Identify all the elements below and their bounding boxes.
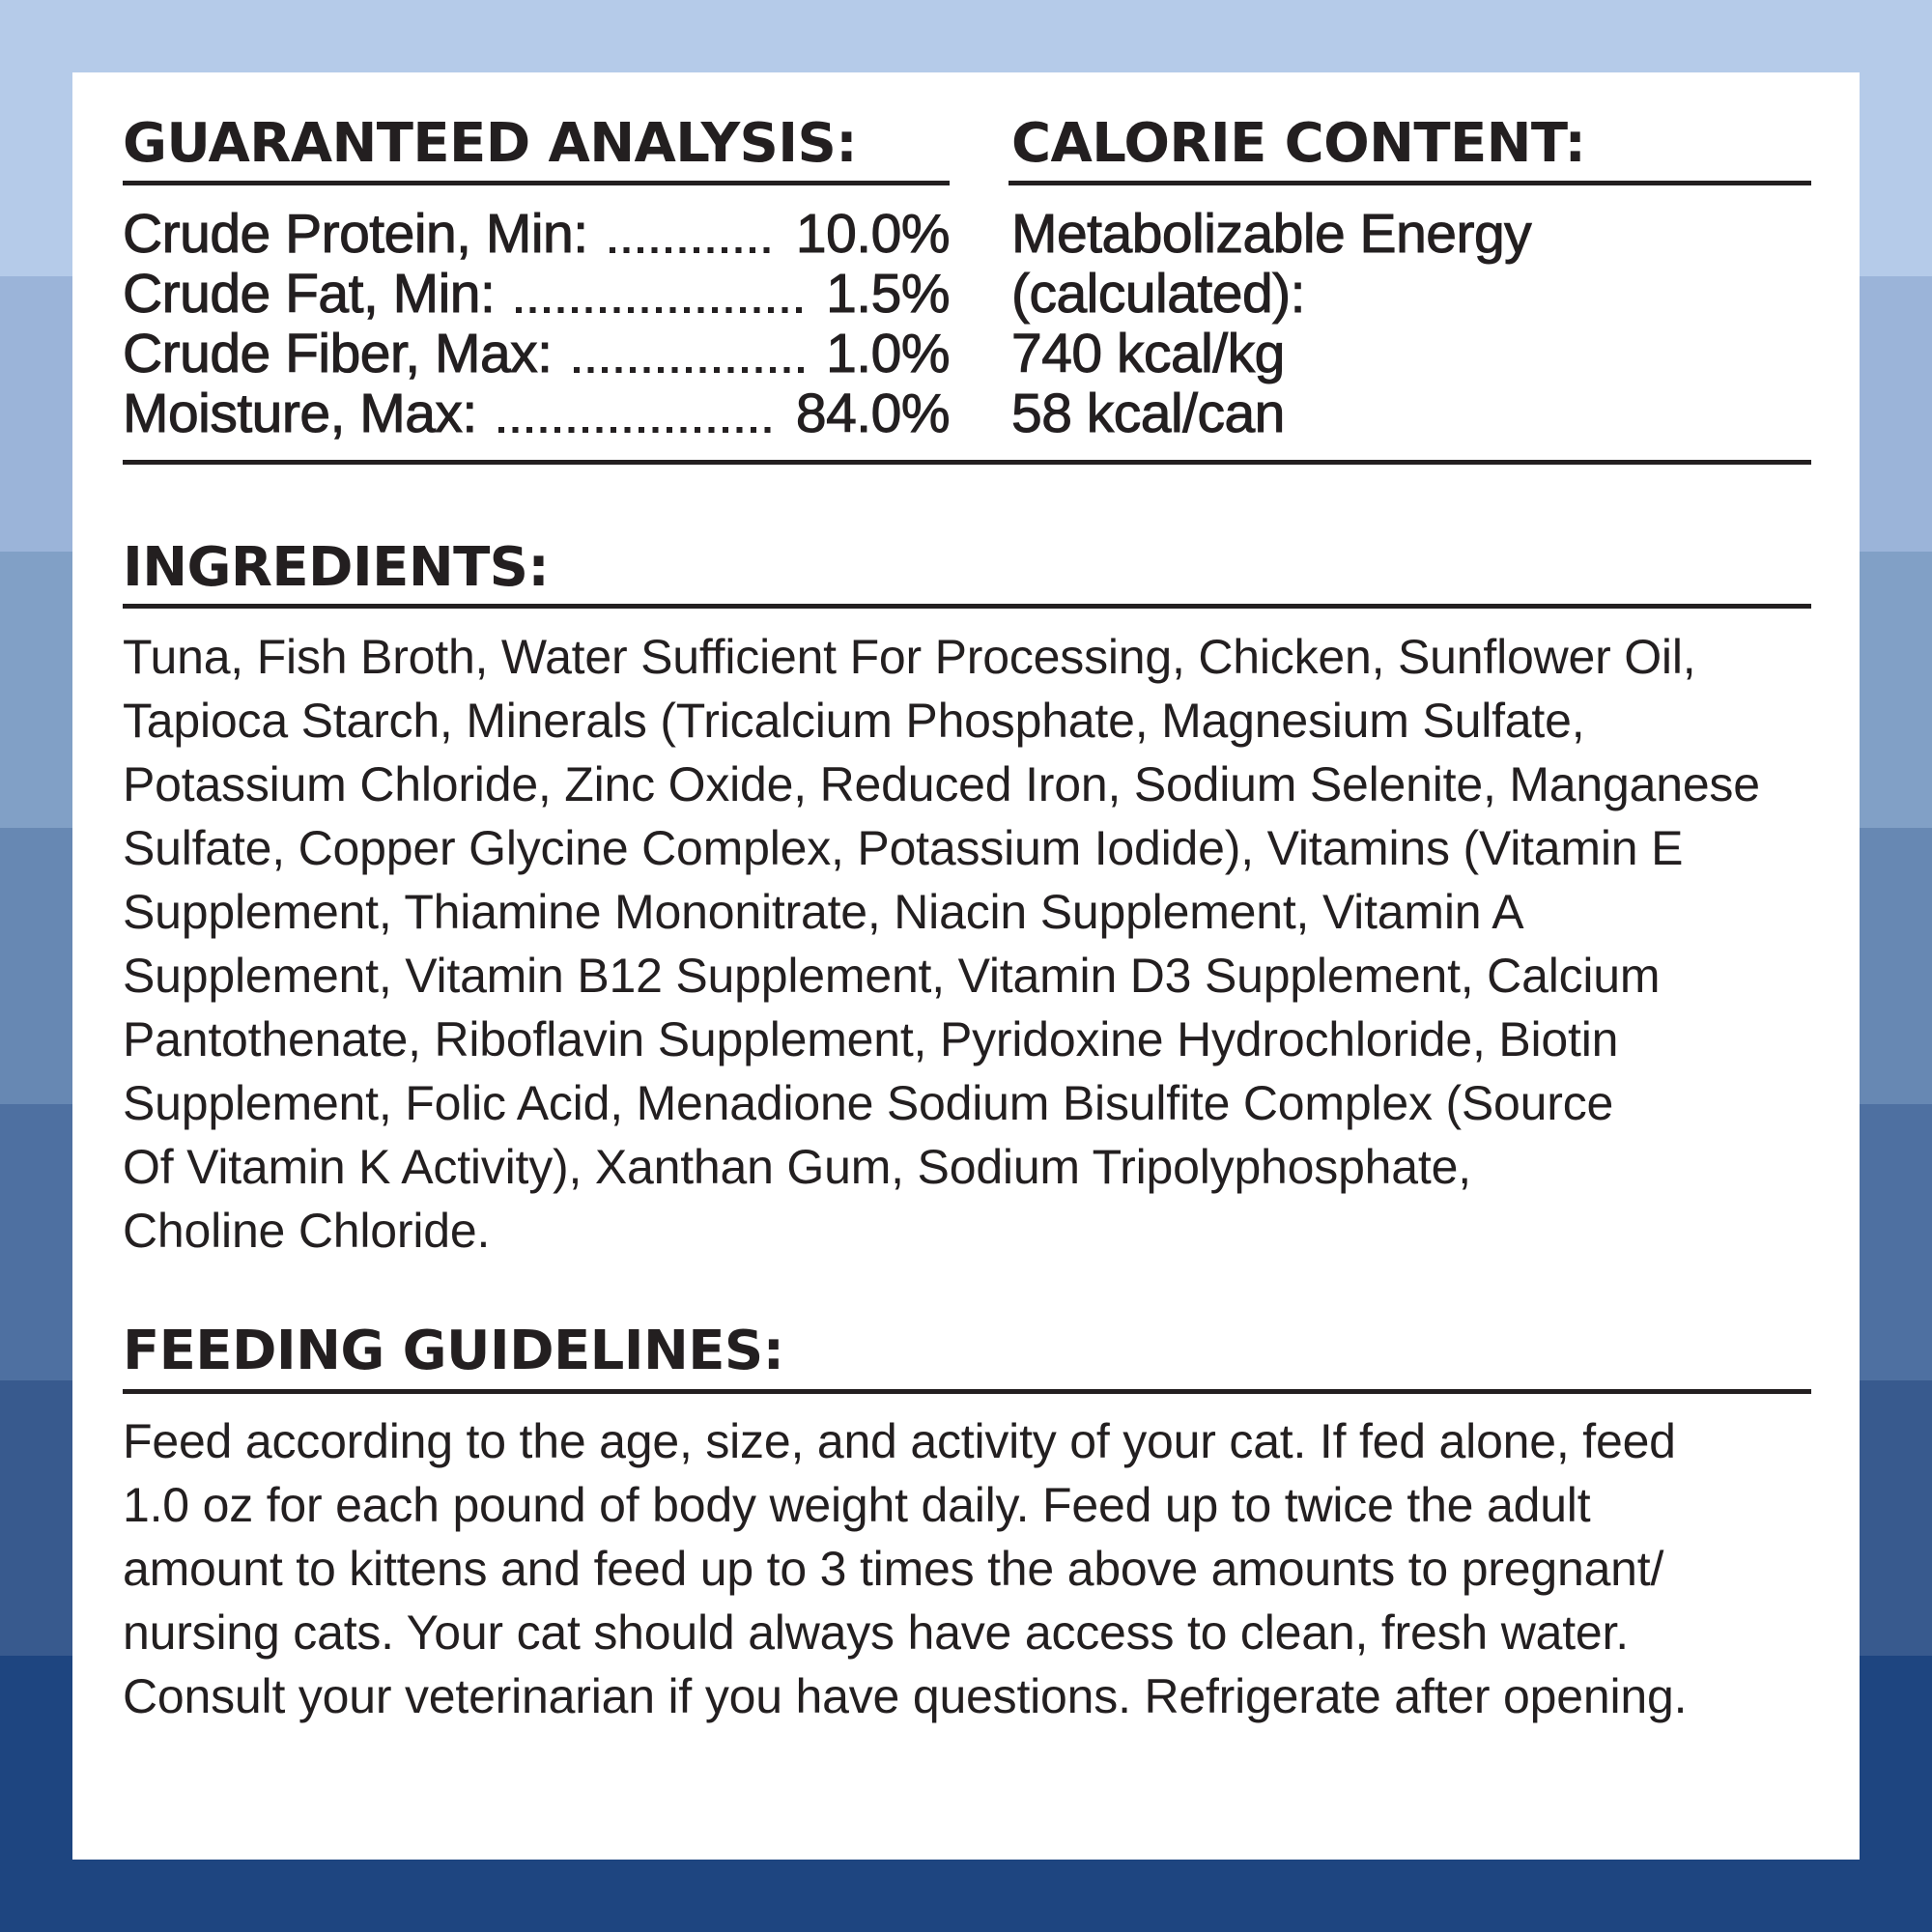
analysis-row-crude-fat xyxy=(123,264,950,324)
ingredients-line: Supplement, Folic Acid, Menadione Sodium Bisulfite Complex (Source xyxy=(123,1076,1614,1130)
analysis-label: Crude Protein, Min: xyxy=(123,203,588,265)
feeding-line: Consult your veterinarian if you have questions. Refrigerate after opening. xyxy=(123,1669,1688,1723)
analysis-label: Crude Fiber, Max: xyxy=(123,323,553,384)
calorie-content-rule xyxy=(1009,181,1811,185)
analysis-row-moisture xyxy=(123,384,950,443)
analysis-label: Moisture, Max: xyxy=(123,383,477,444)
top-section-bottom-rule xyxy=(123,460,1811,465)
guaranteed-analysis-heading: GUARANTEED ANALYSIS: xyxy=(123,112,858,175)
analysis-label: Crude Fat, Min: xyxy=(123,263,496,325)
ingredients-rule xyxy=(123,604,1811,609)
analysis-value: 10.0% xyxy=(795,203,950,265)
ingredients-line: Supplement, Thiamine Mononitrate, Niacin Supplement, Vitamin A xyxy=(123,885,1524,939)
ingredients-text xyxy=(123,625,1842,1263)
feeding-line: amount to kittens and feed up to 3 times the above amounts to pregnant/ xyxy=(123,1542,1664,1596)
ingredients-line: Supplement, Vitamin B12 Supplement, Vitamin D3 Supplement, Calcium xyxy=(123,949,1661,1003)
ingredients-line: Tapioca Starch, Minerals (Tricalcium Phosphate, Magnesium Sulfate, xyxy=(123,694,1585,748)
feeding-line: nursing cats. Your cat should always have access to clean, fresh water. xyxy=(123,1605,1629,1660)
ingredients-heading: INGREDIENTS: xyxy=(123,536,550,599)
ingredients-line: Potassium Chloride, Zinc Oxide, Reduced Iron, Sodium Selenite, Manganese xyxy=(123,757,1760,811)
feeding-guidelines-text xyxy=(123,1409,1842,1728)
dot-leader xyxy=(574,366,808,373)
feeding-line: 1.0 oz for each pound of body weight daily. Feed up to twice the adult xyxy=(123,1478,1591,1532)
ingredients-line: Tuna, Fish Broth, Water Sufficient For Processing, Chicken, Sunflower Oil, xyxy=(123,630,1696,684)
guaranteed-analysis-rule xyxy=(123,181,950,185)
analysis-value: 84.0% xyxy=(795,383,950,444)
dot-leader xyxy=(610,246,777,253)
feeding-guidelines-rule xyxy=(123,1389,1811,1394)
analysis-row-crude-protein xyxy=(123,204,950,264)
ingredients-line: Pantothenate, Riboflavin Supplement, Pyridoxine Hydrochloride, Biotin xyxy=(123,1012,1619,1066)
calorie-line-energy-label: Metabolizable Energy xyxy=(1011,203,1532,265)
analysis-value: 1.0% xyxy=(826,323,950,384)
ingredients-line: Choline Chloride. xyxy=(123,1204,491,1258)
ingredients-line: Sulfate, Copper Glycine Complex, Potassium Iodide), Vitamins (Vitamin E xyxy=(123,821,1684,875)
ingredients-line: Of Vitamin K Activity), Xanthan Gum, Sodium Tripolyphosphate, xyxy=(123,1140,1471,1194)
analysis-row-crude-fiber xyxy=(123,324,950,384)
guaranteed-analysis-table xyxy=(123,204,950,443)
calorie-content-block xyxy=(1011,204,1811,443)
feeding-line: Feed according to the age, size, and activity of your cat. If fed alone, feed xyxy=(123,1414,1676,1468)
dot-leader xyxy=(498,426,777,433)
calorie-line-kcal-per-kg: 740 kcal/kg xyxy=(1011,323,1285,384)
analysis-value: 1.5% xyxy=(826,263,950,325)
calorie-content-heading: CALORIE CONTENT: xyxy=(1011,112,1586,175)
feeding-guidelines-heading: FEEDING GUIDELINES: xyxy=(123,1320,784,1382)
dot-leader xyxy=(516,306,807,313)
calorie-line-kcal-per-can: 58 kcal/can xyxy=(1011,383,1285,444)
calorie-line-calculated: (calculated): xyxy=(1011,263,1305,325)
